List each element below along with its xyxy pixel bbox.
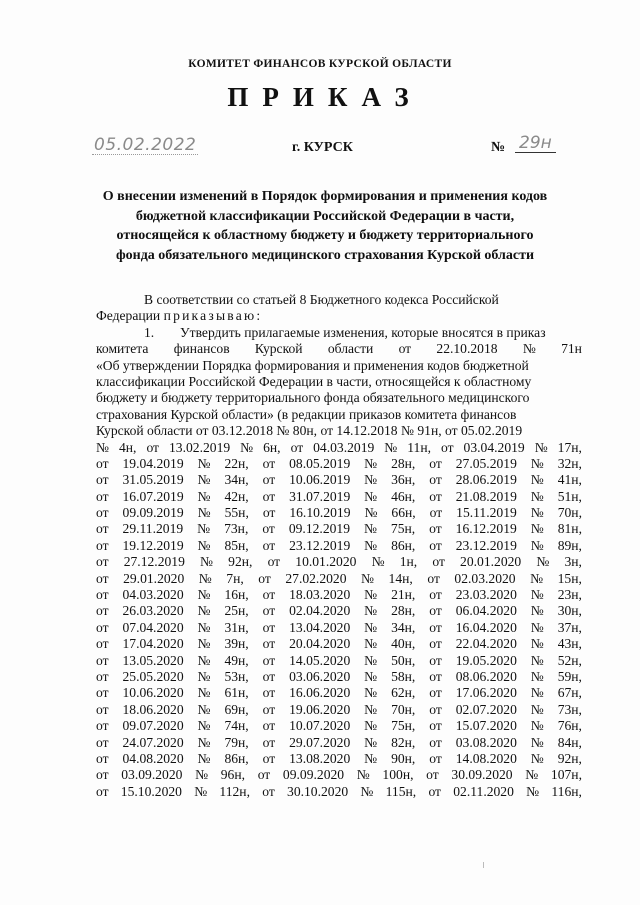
city-label: г. КУРСК bbox=[292, 140, 353, 155]
intro-line-order bbox=[96, 308, 582, 324]
body-line: бюджету и бюджету территориального фонда обязательного медицинского bbox=[96, 390, 530, 406]
subject-line: О внесении изменений в Порядок формирования и применения кодов bbox=[102, 189, 548, 204]
body-line: от 03.09.2020 № 96н, от 09.09.2020 № 100н, от 30.09.2020 № 107н, bbox=[96, 767, 582, 783]
body-line: от 16.07.2019 № 42н, от 31.07.2019 № 46н, от 21.08.2019 № 51н, bbox=[96, 488, 582, 504]
body-line: от 07.04.2020 № 31н, от 13.04.2020 № 34н, от 16.04.2020 № 37н, bbox=[96, 619, 582, 635]
body-line: от 25.05.2020 № 53н, от 03.06.2020 № 58н, от 08.06.2020 № 59н, bbox=[96, 668, 582, 684]
body-line: комитета финансов Курской области от 22.10.2018 № 71н bbox=[96, 341, 582, 357]
body-line: Курской области от 03.12.2018 № 80н, от 14.12.2018 № 91н, от 05.02.2019 bbox=[96, 423, 523, 439]
body-line: от 17.04.2020 № 39н, от 20.04.2020 № 40н, от 22.04.2020 № 43н, bbox=[96, 636, 582, 652]
body-line: от 18.06.2020 № 69н, от 19.06.2020 № 70н, от 02.07.2020 № 73н, bbox=[96, 701, 582, 717]
body-line: № 4н, от 13.02.2019 № 6н, от 04.03.2019 № 11н, от 03.04.2019 № 17н, bbox=[96, 439, 582, 455]
subject-line: фонда обязательного медицинского страхования Курской области bbox=[115, 247, 535, 263]
committee-name: КОМИТЕТ ФИНАНСОВ КУРСКОЙ ОБЛАСТИ bbox=[188, 58, 452, 70]
page-mark bbox=[483, 862, 484, 868]
order-word: приказываю: bbox=[163, 308, 263, 324]
item-number: 1. bbox=[144, 324, 155, 340]
body-line: от 29.11.2019 № 73н, от 09.12.2019 № 75н, от 16.12.2019 № 81н, bbox=[96, 521, 582, 537]
body-line: от 27.12.2019 № 92н, от 10.01.2020 № 1н, от 20.01.2020 № 3н, bbox=[96, 554, 582, 570]
body-line: от 19.12.2019 № 85н, от 23.12.2019 № 86н, от 23.12.2019 № 89н, bbox=[96, 537, 582, 553]
item-text: Утвердить прилагаемые изменения, которые вносятся в приказ bbox=[180, 324, 546, 340]
body-line: от 24.07.2020 № 79н, от 29.07.2020 № 82н, от 03.08.2020 № 84н, bbox=[96, 734, 582, 750]
body-line: от 04.08.2020 № 86н, от 13.08.2020 № 90н, от 14.08.2020 № 92н, bbox=[96, 750, 582, 766]
body-line: страхования Курской области» (в редакции приказов комитета финансов bbox=[96, 406, 517, 422]
item-1-first-line bbox=[96, 325, 582, 341]
handwritten-number: 29н bbox=[515, 134, 556, 153]
body-line: «Об утверждении Порядка формирования и применения кодов бюджетной bbox=[96, 357, 529, 373]
body-line: от 31.05.2019 № 34н, от 10.06.2019 № 36н, от 28.06.2019 № 41н, bbox=[96, 472, 582, 488]
body-line: от 10.06.2020 № 61н, от 16.06.2020 № 62н, от 17.06.2020 № 67н, bbox=[96, 685, 582, 701]
body-line: от 09.07.2020 № 74н, от 10.07.2020 № 75н, от 15.07.2020 № 76н, bbox=[96, 718, 582, 734]
body-line: от 19.04.2019 № 22н, от 08.05.2019 № 28н, от 27.05.2019 № 32н, bbox=[96, 455, 582, 471]
document-title: ПРИКАЗ bbox=[227, 82, 423, 112]
body-line: от 04.03.2020 № 16н, от 18.03.2020 № 21н, от 23.03.2020 № 23н, bbox=[96, 587, 582, 603]
body-line: от 15.10.2020 № 112н, от 30.10.2020 № 115н, от 02.11.2020 № 116н, bbox=[96, 783, 582, 799]
intro-text: Федерации bbox=[96, 308, 164, 324]
document-body bbox=[96, 292, 582, 800]
intro-line: В соответствии со статьей 8 Бюджетного кодекса Российской bbox=[144, 292, 499, 307]
document-subject bbox=[60, 187, 590, 265]
subject-line: бюджетной классификации Российской Федерации в части, bbox=[135, 208, 515, 224]
body-line: от 26.03.2020 № 25н, от 02.04.2020 № 28н, от 06.04.2020 № 30н, bbox=[96, 603, 582, 619]
body-line: от 09.09.2019 № 55н, от 16.10.2019 № 66н, от 15.11.2019 № 70н, bbox=[96, 505, 582, 521]
body-line: от 29.01.2020 № 7н, от 27.02.2020 № 14н, от 02.03.2020 № 15н, bbox=[96, 570, 582, 586]
handwritten-date: 05.02.2022 bbox=[94, 135, 197, 155]
number-sign: № bbox=[491, 140, 506, 155]
body-line: от 13.05.2020 № 49н, от 14.05.2020 № 50н, от 19.05.2020 № 52н, bbox=[96, 652, 582, 668]
body-lines bbox=[96, 341, 582, 800]
body-line: классификации Российской Федерации в части, относящейся к областному bbox=[96, 373, 532, 389]
subject-line: относящейся к областному бюджету и бюджету территориального bbox=[116, 228, 534, 243]
